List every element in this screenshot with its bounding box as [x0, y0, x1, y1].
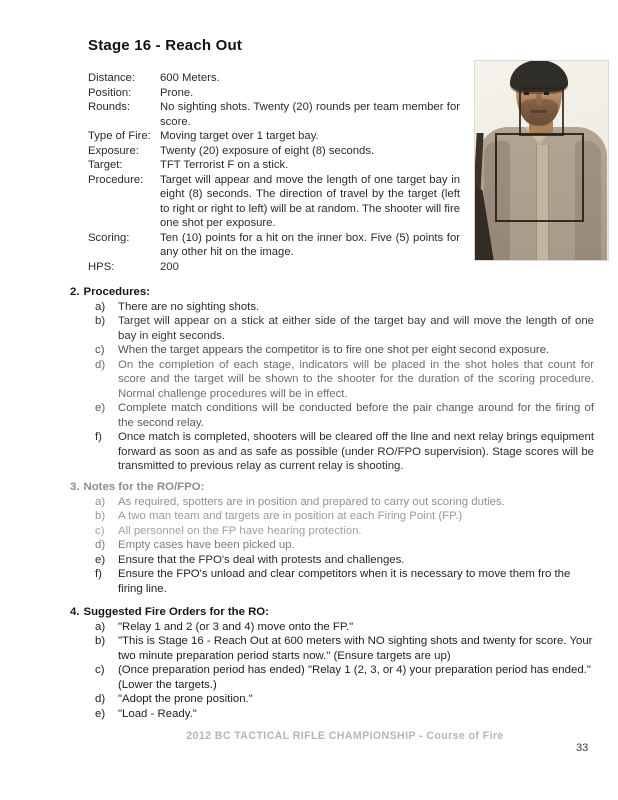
- section-fire-orders: [70, 605, 594, 721]
- target-photo: [474, 60, 609, 261]
- list-item-text: As required, spotters are in position and prepared to carry out scoring duties.: [118, 495, 505, 508]
- list-item: [95, 524, 594, 539]
- spec-label: Type of Fire:: [88, 130, 151, 142]
- spec-label: Target:: [88, 159, 123, 171]
- list-item-letter: b): [95, 635, 106, 647]
- list-item-text: Ensure the FPO's unload and clear competitors when it is necessary to move them fro the firing line.: [118, 568, 571, 595]
- list-item-letter: b): [95, 315, 106, 327]
- list-item-text: A two man team and targets are in position at each Firing Point (FP.): [118, 510, 463, 522]
- section-heading: [70, 480, 594, 495]
- spec-value: Ten (10) points for a hit on the inner box. Five (5) points for any other hit on the image.: [160, 231, 460, 258]
- target-face-scoring-box: [519, 87, 564, 136]
- list-item-letter: e): [95, 707, 106, 720]
- list-item: [95, 314, 594, 343]
- list-item-letter: d): [95, 539, 106, 551]
- list-item: [95, 538, 594, 553]
- list-item-letter: c): [95, 524, 105, 537]
- spec-label: HPS:: [88, 260, 115, 273]
- spec-value: Target will appear and move the length of one target bay in eight (8) seconds. The direction of travel by the target (left to right or right to left) will be at random. The shooter will fire one shot per exposure.: [160, 173, 460, 229]
- list-item-text: All personnel on the FP have hearing protection.: [118, 524, 362, 537]
- list-item: [95, 692, 594, 707]
- list-item-text: Ensure that the FPO's deal with protests and challenges.: [118, 553, 405, 566]
- list-item: [95, 707, 594, 722]
- list-item-text: "Adopt the prone position.": [118, 693, 253, 705]
- list-item-text: Empty cases have been picked up.: [118, 539, 295, 551]
- spec-label: Scoring:: [88, 231, 130, 244]
- list-item: [95, 358, 594, 402]
- page-number: 33: [576, 742, 589, 754]
- spec-value: Prone.: [160, 86, 194, 99]
- list-item: [95, 663, 594, 692]
- list-item-text: Target will appear on a stick at either side of the target bay and will move the length of one bay in eight seconds.: [118, 315, 594, 342]
- list-item: [95, 509, 594, 524]
- spec-row: [88, 100, 470, 129]
- section-heading-label: Notes for the RO/FPO:: [83, 481, 205, 493]
- spec-label: Exposure:: [88, 144, 139, 157]
- stage-spec-list: [88, 71, 470, 274]
- list-item: [95, 430, 594, 474]
- spec-value: 600 Meters.: [160, 72, 220, 84]
- list-item-letter: c): [95, 664, 105, 676]
- list-item-text: "Relay 1 and 2 (or 3 and 4) move onto the FP.": [118, 620, 354, 633]
- list-item-letter: f): [95, 568, 102, 580]
- spec-label: Rounds:: [88, 101, 131, 113]
- spec-row: [88, 71, 470, 86]
- list-item-letter: a): [95, 300, 106, 313]
- target-inner-scoring-box: [495, 133, 584, 222]
- spec-value: 200: [160, 260, 179, 273]
- spec-row: [88, 86, 470, 101]
- list-item-text: When the target appears the competitor is to fire one shot per eight second exposure.: [118, 344, 550, 356]
- spec-label: Procedure:: [88, 173, 144, 186]
- section-number: 3.: [70, 481, 80, 493]
- spec-label: Distance:: [88, 72, 136, 84]
- list-item-text: (Once preparation period has ended) "Relay 1 (2, 3, or 4) your preparation period has ended." (Lower the targets.): [118, 664, 591, 691]
- section-heading-label: Procedures:: [83, 286, 150, 298]
- spec-row: [88, 231, 470, 260]
- list-item-letter: a): [95, 620, 106, 633]
- list-item: [95, 300, 594, 315]
- list-item-text: Once match is completed, shooters will be cleared off the line and next relay brings equipment forward as soon as and as safe as possible (under RO/FPO supervision). Stage scores will be transmitted to previous relay as current relay is shooting.: [118, 431, 594, 472]
- section-heading-label: Suggested Fire Orders for the RO:: [83, 606, 269, 618]
- spec-row: [88, 144, 470, 159]
- spec-row: [88, 173, 470, 231]
- list-item-letter: c): [95, 344, 105, 356]
- section-heading: [70, 285, 594, 300]
- section-number: 2.: [70, 286, 80, 298]
- list-item: [95, 495, 594, 510]
- list-item: [95, 553, 594, 568]
- list-item-letter: d): [95, 693, 106, 705]
- spec-value: Twenty (20) exposure of eight (8) seconds.: [160, 144, 375, 157]
- list-item-letter: f): [95, 431, 102, 443]
- list-item-text: There are no sighting shots.: [118, 300, 260, 313]
- list-item: [95, 634, 594, 663]
- footer-text: 2012 BC TACTICAL RIFLE CHAMPIONSHIP - Course of Fire: [186, 730, 504, 742]
- list-item-letter: e): [95, 553, 106, 566]
- list-item-letter: d): [95, 358, 106, 371]
- spec-value: Moving target over 1 target bay.: [160, 130, 319, 142]
- section-heading: [70, 605, 594, 620]
- list-item-text: On the completion of each stage, indicators will be placed in the shot holes that count for score and the target will be shown to the shooter for the duration of the scoring procedure. Normal challenge procedures will be in effect.: [118, 358, 594, 400]
- spec-row: [88, 158, 470, 173]
- spec-row: [88, 260, 470, 275]
- spec-value: No sighting shots. Twenty (20) rounds per team member for score.: [160, 101, 460, 128]
- list-item: [95, 567, 594, 596]
- spec-value: TFT Terrorist F on a stick.: [160, 159, 289, 171]
- list-item-text: "Load - Ready.": [118, 707, 197, 720]
- page-title: Stage 16 - Reach Out: [88, 37, 243, 54]
- spec-label: Position:: [88, 86, 132, 99]
- section-notes-ro-fpo: [70, 480, 594, 596]
- list-item: [95, 401, 594, 430]
- spec-row: [88, 129, 470, 144]
- list-item-letter: b): [95, 510, 106, 522]
- section-procedures: [70, 285, 594, 474]
- list-item: [95, 343, 594, 358]
- list-item-letter: a): [95, 495, 106, 508]
- list-item-letter: e): [95, 402, 106, 414]
- list-item: [95, 620, 594, 635]
- section-number: 4.: [70, 606, 80, 618]
- list-item-text: Complete match conditions will be conducted before the pair change around for the firing of the second relay.: [118, 402, 594, 429]
- list-item-text: "This is Stage 16 - Reach Out at 600 meters with NO sighting shots and twenty for score. Your two minute preparation period starts now." (Ensure targets are up): [118, 635, 593, 662]
